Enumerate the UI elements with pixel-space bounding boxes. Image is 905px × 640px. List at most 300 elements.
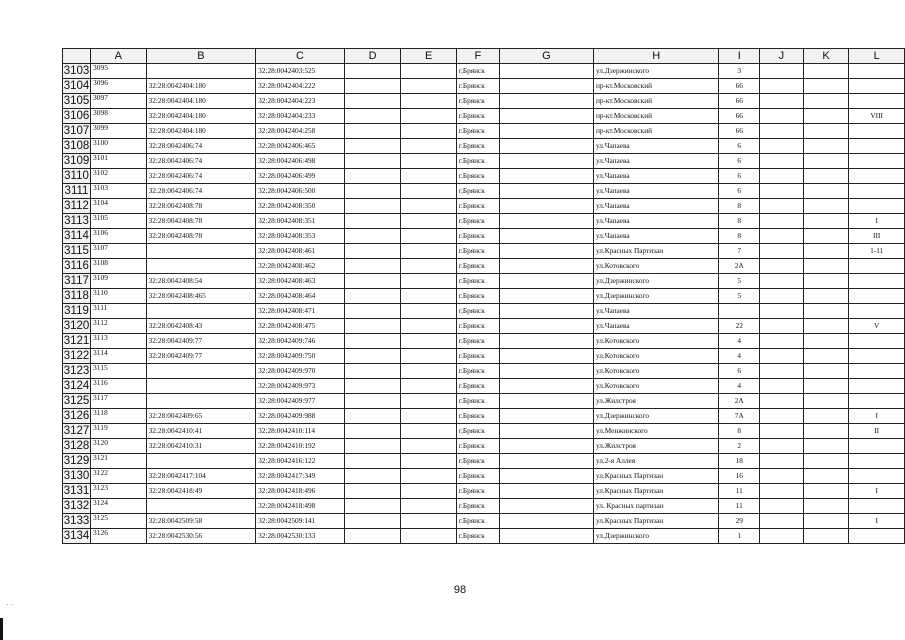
cell-d[interactable] [344,394,401,409]
cell-d[interactable] [344,94,401,109]
cell-k[interactable] [803,229,849,244]
cell-k[interactable] [803,394,849,409]
cell-k[interactable] [803,499,849,514]
cell-a[interactable]: 3111 [90,304,146,319]
cell-i[interactable]: 6 [719,184,760,199]
cell-j[interactable] [760,169,804,184]
cell-h[interactable]: ул.Красных Партизан [593,514,718,529]
cell-h[interactable]: ул.Дзержинского [593,409,718,424]
cell-h[interactable]: ул.Чапаева [593,169,718,184]
cell-e[interactable] [401,349,457,364]
cell-j[interactable] [760,469,804,484]
cell-e[interactable] [401,64,457,79]
cell-d[interactable] [344,364,401,379]
cell-a[interactable]: 3105 [90,214,146,229]
cell-k[interactable] [803,334,849,349]
cell-l[interactable]: I [849,214,905,229]
cell-h[interactable]: ул.Жилстроя [593,394,718,409]
cell-d[interactable] [344,124,401,139]
cell-h[interactable]: ул.Котовского [593,349,718,364]
cell-f[interactable]: г.Брянск [456,169,499,184]
cell-k[interactable] [803,199,849,214]
cell-a[interactable]: 3107 [90,244,146,259]
cell-a[interactable]: 3109 [90,274,146,289]
cell-d[interactable] [344,229,401,244]
cell-g[interactable] [499,529,593,544]
cell-f[interactable]: г.Брянск [456,64,499,79]
row-number[interactable]: 3132 [63,500,90,512]
cell-b[interactable]: 32:28:0042404:180 [146,124,256,139]
cell-g[interactable] [499,409,593,424]
cell-g[interactable] [499,214,593,229]
cell-j[interactable] [760,64,804,79]
cell-k[interactable] [803,214,849,229]
cell-i[interactable]: 7А [719,409,760,424]
cell-b[interactable]: 32:28:0042408:54 [146,274,256,289]
cell-g[interactable] [499,349,593,364]
cell-b[interactable]: 32:28:0042509:58 [146,514,256,529]
cell-a[interactable]: 3125 [90,514,146,529]
cell-g[interactable] [499,169,593,184]
cell-c[interactable]: 32:28:0042408:463 [256,274,345,289]
cell-k[interactable] [803,319,849,334]
cell-l[interactable] [849,124,905,139]
cell-l[interactable] [849,469,905,484]
cell-l[interactable]: I [849,484,905,499]
cell-h[interactable]: ул.Котовского [593,334,718,349]
cell-c[interactable]: 32:28:0042418:496 [256,484,345,499]
cell-c[interactable]: 32:28:0042408:351 [256,214,345,229]
cell-a[interactable]: 3098 [90,109,146,124]
row-number[interactable]: 3131 [63,485,90,497]
cell-g[interactable] [499,109,593,124]
cell-d[interactable] [344,499,401,514]
cell-b[interactable]: 32:28:0042409:77 [146,349,256,364]
cell-e[interactable] [401,139,457,154]
cell-f[interactable]: г.Брянск [456,469,499,484]
cell-c[interactable]: 32:28:0042406:465 [256,139,345,154]
cell-j[interactable] [760,439,804,454]
cell-g[interactable] [499,364,593,379]
cell-l[interactable]: II [849,424,905,439]
cell-g[interactable] [499,184,593,199]
cell-h[interactable]: пр-кт.Московский [593,94,718,109]
cell-i[interactable]: 6 [719,139,760,154]
cell-g[interactable] [499,484,593,499]
cell-c[interactable]: 32:28:0042408:471 [256,304,345,319]
cell-k[interactable] [803,484,849,499]
cell-i[interactable] [719,304,760,319]
cell-l[interactable] [849,379,905,394]
row-number[interactable]: 3118 [64,290,89,302]
cell-k[interactable] [803,289,849,304]
cell-e[interactable] [401,124,457,139]
cell-j[interactable] [760,259,804,274]
cell-k[interactable] [803,64,849,79]
cell-d[interactable] [344,304,401,319]
cell-e[interactable] [401,514,457,529]
cell-d[interactable] [344,439,401,454]
cell-b[interactable] [146,64,256,79]
cell-e[interactable] [401,274,457,289]
cell-l[interactable] [849,349,905,364]
cell-i[interactable]: 29 [719,514,760,529]
cell-j[interactable] [760,184,804,199]
cell-i[interactable]: 2А [719,259,760,274]
cell-f[interactable]: г.Брянск [456,424,499,439]
cell-h[interactable]: ул.Чапаева [593,319,718,334]
cell-g[interactable] [499,454,593,469]
cell-i[interactable]: 66 [719,94,760,109]
cell-c[interactable]: 32:28:0042410:192 [256,439,345,454]
cell-b[interactable]: 32:28:0042404:180 [146,79,256,94]
cell-g[interactable] [499,64,593,79]
cell-a[interactable]: 3114 [90,349,146,364]
cell-e[interactable] [401,334,457,349]
cell-e[interactable] [401,214,457,229]
cell-d[interactable] [344,469,401,484]
cell-h[interactable]: пр-кт.Московский [593,124,718,139]
cell-h[interactable]: ул.Красных Партизан [593,244,718,259]
cell-j[interactable] [760,409,804,424]
cell-g[interactable] [499,319,593,334]
cell-b[interactable]: 32:28:0042530:56 [146,529,256,544]
cell-l[interactable] [849,139,905,154]
cell-e[interactable] [401,79,457,94]
cell-b[interactable] [146,259,256,274]
cell-j[interactable] [760,454,804,469]
cell-d[interactable] [344,169,401,184]
cell-f[interactable]: г.Брянск [456,184,499,199]
row-number[interactable]: 3108 [63,140,90,152]
cell-j[interactable] [760,244,804,259]
cell-a[interactable]: 3116 [90,379,146,394]
cell-d[interactable] [344,184,401,199]
cell-k[interactable] [803,304,849,319]
cell-e[interactable] [401,484,457,499]
cell-j[interactable] [760,94,804,109]
cell-h[interactable]: ул.Дзержинского [593,289,718,304]
cell-i[interactable]: 4 [719,379,760,394]
cell-f[interactable]: г.Брянск [456,244,499,259]
cell-d[interactable] [344,334,401,349]
cell-a[interactable]: 3121 [90,454,146,469]
row-number[interactable]: 3107 [63,125,90,137]
cell-i[interactable]: 2 [719,439,760,454]
cell-h[interactable]: ул. Красных партизан [593,499,718,514]
cell-d[interactable] [344,139,401,154]
cell-a[interactable]: 3096 [90,79,146,94]
column-header-c[interactable]: C [256,49,345,64]
cell-e[interactable] [401,259,457,274]
cell-k[interactable] [803,139,849,154]
cell-k[interactable] [803,439,849,454]
cell-g[interactable] [499,439,593,454]
cell-e[interactable] [401,499,457,514]
row-number[interactable]: 3110 [64,170,89,182]
cell-c[interactable]: 32:28:0042409:988 [256,409,345,424]
cell-j[interactable] [760,334,804,349]
cell-a[interactable]: 3124 [90,499,146,514]
cell-c[interactable]: 32:28:0042408:353 [256,229,345,244]
cell-l[interactable]: I [849,514,905,529]
cell-k[interactable] [803,154,849,169]
row-number[interactable]: 3123 [63,365,90,377]
cell-f[interactable]: г.Брянск [456,109,499,124]
row-number[interactable]: 3117 [64,275,89,287]
cell-f[interactable]: г.Брянск [456,214,499,229]
cell-a[interactable]: 3120 [90,439,146,454]
cell-d[interactable] [344,349,401,364]
cell-j[interactable] [760,79,804,94]
cell-i[interactable]: 66 [719,79,760,94]
cell-l[interactable] [849,94,905,109]
cell-h[interactable]: пр-кт.Московский [593,109,718,124]
cell-c[interactable]: 32:28:0042409:977 [256,394,345,409]
cell-j[interactable] [760,349,804,364]
cell-d[interactable] [344,274,401,289]
cell-c[interactable]: 32:28:0042406:500 [256,184,345,199]
cell-d[interactable] [344,214,401,229]
cell-b[interactable]: 32:28:0042406:74 [146,184,256,199]
cell-f[interactable]: г.Брянск [456,514,499,529]
cell-l[interactable]: V [849,319,905,334]
cell-b[interactable]: 32:28:0042418:49 [146,484,256,499]
cell-h[interactable]: ул.Красных Партизан [593,484,718,499]
cell-e[interactable] [401,364,457,379]
cell-e[interactable] [401,469,457,484]
cell-i[interactable]: 8 [719,229,760,244]
cell-c[interactable]: 32:28:0042418:498 [256,499,345,514]
row-number[interactable]: 3120 [63,320,90,332]
cell-e[interactable] [401,184,457,199]
cell-c[interactable]: 32:28:0042509:141 [256,514,345,529]
cell-c[interactable]: 32:28:0042406:498 [256,154,345,169]
cell-l[interactable] [849,304,905,319]
cell-e[interactable] [401,94,457,109]
cell-c[interactable]: 32:28:0042416:122 [256,454,345,469]
cell-f[interactable]: г.Брянск [456,499,499,514]
cell-f[interactable]: г.Брянск [456,94,499,109]
column-header-j[interactable]: J [760,49,804,64]
cell-e[interactable] [401,229,457,244]
cell-g[interactable] [499,394,593,409]
cell-a[interactable]: 3112 [90,319,146,334]
cell-d[interactable] [344,529,401,544]
cell-c[interactable]: 32:28:0042404:223 [256,94,345,109]
cell-j[interactable] [760,394,804,409]
cell-a[interactable]: 3119 [90,424,146,439]
cell-f[interactable]: г.Брянск [456,334,499,349]
cell-k[interactable] [803,364,849,379]
cell-b[interactable]: 32:28:0042408:43 [146,319,256,334]
cell-b[interactable]: 32:28:0042404:180 [146,94,256,109]
cell-h[interactable]: ул.Котовского [593,379,718,394]
row-number[interactable]: 3130 [63,470,90,482]
row-number[interactable]: 3134 [63,530,90,542]
row-number[interactable]: 3127 [63,425,90,437]
cell-j[interactable] [760,214,804,229]
cell-k[interactable] [803,379,849,394]
cell-e[interactable] [401,109,457,124]
cell-c[interactable]: 32:28:0042410:114 [256,424,345,439]
cell-k[interactable] [803,244,849,259]
cell-i[interactable]: 8 [719,424,760,439]
cell-f[interactable]: г.Брянск [456,349,499,364]
cell-j[interactable] [760,289,804,304]
cell-l[interactable] [849,439,905,454]
cell-b[interactable]: 32:28:0042406:74 [146,154,256,169]
cell-e[interactable] [401,424,457,439]
cell-a[interactable]: 3118 [90,409,146,424]
cell-e[interactable] [401,454,457,469]
row-number[interactable]: 3111 [63,184,91,199]
cell-e[interactable] [401,409,457,424]
cell-b[interactable] [146,304,256,319]
cell-e[interactable] [401,394,457,409]
cell-i[interactable]: 7 [719,244,760,259]
cell-h[interactable]: ул.Жилстроя [593,439,718,454]
cell-i[interactable]: 66 [719,109,760,124]
cell-i[interactable]: 2А [719,394,760,409]
cell-j[interactable] [760,229,804,244]
row-number[interactable]: 3114 [64,230,89,242]
cell-j[interactable] [760,379,804,394]
cell-c[interactable]: 32:28:0042417:349 [256,469,345,484]
cell-l[interactable] [849,334,905,349]
cell-c[interactable]: 32:28:0042409:750 [256,349,345,364]
cell-b[interactable]: 32:28:0042406:74 [146,169,256,184]
cell-f[interactable]: г.Брянск [456,274,499,289]
row-number[interactable]: 3122 [63,350,90,362]
cell-a[interactable]: 3100 [90,139,146,154]
cell-i[interactable]: 6 [719,154,760,169]
cell-c[interactable]: 32:28:0042408:350 [256,199,345,214]
cell-a[interactable]: 3102 [90,169,146,184]
cell-e[interactable] [401,244,457,259]
cell-a[interactable]: 3097 [90,94,146,109]
cell-h[interactable]: ул.Котовского [593,364,718,379]
cell-b[interactable]: 32:28:0042409:77 [146,334,256,349]
cell-d[interactable] [344,379,401,394]
cell-f[interactable]: г.Брянск [456,259,499,274]
cell-a[interactable]: 3099 [90,124,146,139]
row-number[interactable]: 3115 [64,245,89,257]
cell-i[interactable]: 16 [719,469,760,484]
cell-f[interactable]: г.Брянск [456,229,499,244]
cell-b[interactable]: 32:28:0042409:65 [146,409,256,424]
cell-g[interactable] [499,274,593,289]
cell-l[interactable] [849,154,905,169]
cell-a[interactable]: 3106 [90,229,146,244]
cell-b[interactable]: 32:28:0042408:78 [146,229,256,244]
row-number[interactable]: 3133 [63,515,90,527]
cell-g[interactable] [499,94,593,109]
cell-h[interactable]: ул.Котовского [593,259,718,274]
row-number[interactable]: 3128 [63,440,90,452]
cell-l[interactable] [849,289,905,304]
cell-g[interactable] [499,379,593,394]
cell-d[interactable] [344,79,401,94]
cell-h[interactable]: ул.2-я Аллея [593,454,718,469]
cell-k[interactable] [803,94,849,109]
cell-a[interactable]: 3123 [90,484,146,499]
cell-g[interactable] [499,514,593,529]
cell-h[interactable]: ул.Менжинского [593,424,718,439]
cell-j[interactable] [760,499,804,514]
cell-g[interactable] [499,244,593,259]
column-header-g[interactable]: G [499,49,593,64]
cell-h[interactable]: ул.Дзержинского [593,529,718,544]
cell-d[interactable] [344,289,401,304]
cell-b[interactable]: 32:28:0042406:74 [146,139,256,154]
cell-f[interactable]: г.Брянск [456,364,499,379]
cell-g[interactable] [499,499,593,514]
cell-d[interactable] [344,319,401,334]
cell-h[interactable]: ул.Чапаева [593,304,718,319]
cell-a[interactable]: 3122 [90,469,146,484]
cell-h[interactable]: ул.Чапаева [593,214,718,229]
cell-d[interactable] [344,514,401,529]
cell-i[interactable]: 4 [719,349,760,364]
cell-i[interactable]: 1 [719,529,760,544]
cell-c[interactable]: 32:28:0042403:525 [256,64,345,79]
cell-k[interactable] [803,409,849,424]
cell-f[interactable]: г.Брянск [456,529,499,544]
cell-k[interactable] [803,529,849,544]
cell-d[interactable] [344,454,401,469]
cell-h[interactable]: ул.Дзержинского [593,274,718,289]
cell-g[interactable] [499,304,593,319]
cell-a[interactable]: 3108 [90,259,146,274]
cell-e[interactable] [401,439,457,454]
cell-d[interactable] [344,154,401,169]
cell-f[interactable]: г.Брянск [456,439,499,454]
cell-k[interactable] [803,109,849,124]
cell-j[interactable] [760,364,804,379]
cell-c[interactable]: 32:28:0042409:970 [256,364,345,379]
cell-f[interactable]: г.Брянск [456,199,499,214]
cell-b[interactable]: 32:28:0042404:180 [146,109,256,124]
cell-f[interactable]: г.Брянск [456,319,499,334]
cell-c[interactable]: 32:28:0042404:233 [256,109,345,124]
row-number[interactable]: 3109 [63,155,90,167]
cell-j[interactable] [760,139,804,154]
cell-f[interactable]: г.Брянск [456,409,499,424]
row-number[interactable]: 3105 [63,95,90,107]
cell-c[interactable]: 32:28:0042409:973 [256,379,345,394]
cell-c[interactable]: 32:28:0042409:746 [256,334,345,349]
cell-k[interactable] [803,469,849,484]
cell-k[interactable] [803,514,849,529]
cell-e[interactable] [401,199,457,214]
cell-l[interactable] [849,454,905,469]
cell-f[interactable]: г.Брянск [456,154,499,169]
cell-l[interactable] [849,364,905,379]
cell-i[interactable]: 11 [719,499,760,514]
column-header-k[interactable]: K [803,49,849,64]
cell-g[interactable] [499,229,593,244]
cell-d[interactable] [344,259,401,274]
cell-b[interactable]: 32:28:0042408:78 [146,214,256,229]
cell-i[interactable]: 8 [719,214,760,229]
cell-d[interactable] [344,244,401,259]
cell-f[interactable]: г.Брянск [456,139,499,154]
cell-f[interactable]: г.Брянск [456,394,499,409]
cell-l[interactable] [849,64,905,79]
row-number[interactable]: 3126 [63,410,90,422]
cell-l[interactable]: 1-11 [849,244,905,259]
